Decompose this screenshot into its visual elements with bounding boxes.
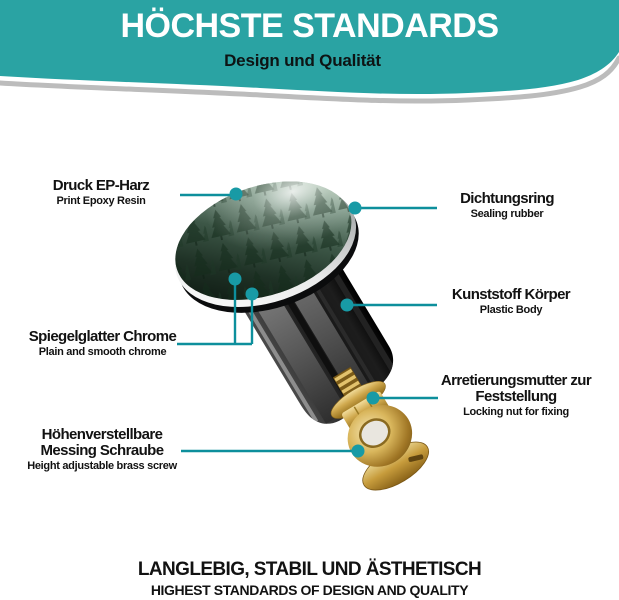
callout-title: Kunststoff Körper [451,286,571,303]
callout-subtitle: Plain and smooth chrome [38,345,167,358]
footer-title: LANGLEBIG, STABIL UND ÄSTHETISCH [137,559,482,580]
callout-title: Höhenverstellbare Messing Schraube [40,426,164,459]
callout-label-arretierungsmutter [431,373,601,419]
callout-subtitle: Locking nut for fixing [463,405,569,418]
callout-dot-dichtungsring [349,202,362,215]
footer-subtitle: HIGHEST STANDARDS OF DESIGN AND QUALITY [150,581,469,598]
callout-dot-arretierungsmutter [367,392,380,405]
callout-label-dichtungsring [437,191,577,221]
footer [0,560,619,598]
header-title: HÖCHSTE STANDARDS [120,7,499,45]
callout-title: Spiegelglatter Chrome [28,328,177,345]
callout-label-druck [25,178,177,208]
header-subtitle: Design und Qualität [224,51,381,70]
callout-title: Druck EP-Harz [52,177,150,194]
callout-line-spiegelglatter [177,282,252,344]
callout-label-hoehenverstellbare [27,426,177,473]
callout-title: Arretierungsmutter zur Feststellung [440,372,592,405]
callout-dot-kunststoff [341,299,354,312]
callout-subtitle: Sealing rubber [470,207,544,220]
callout-dot-spiegelglatter-2 [246,288,259,301]
callout-dot-hoehenverstellbare [352,445,365,458]
callout-label-spiegelglatter [20,329,185,359]
callout-subtitle: Plastic Body [479,303,543,316]
callout-subtitle: Print Epoxy Resin [56,194,146,207]
callout-title: Dichtungsring [460,190,554,207]
callout-dot-spiegelglatter-1 [229,273,242,286]
callout-subtitle: Height adjustable brass screw [27,459,177,472]
callout-dot-druck [230,188,243,201]
callout-label-kunststoff [441,287,581,317]
